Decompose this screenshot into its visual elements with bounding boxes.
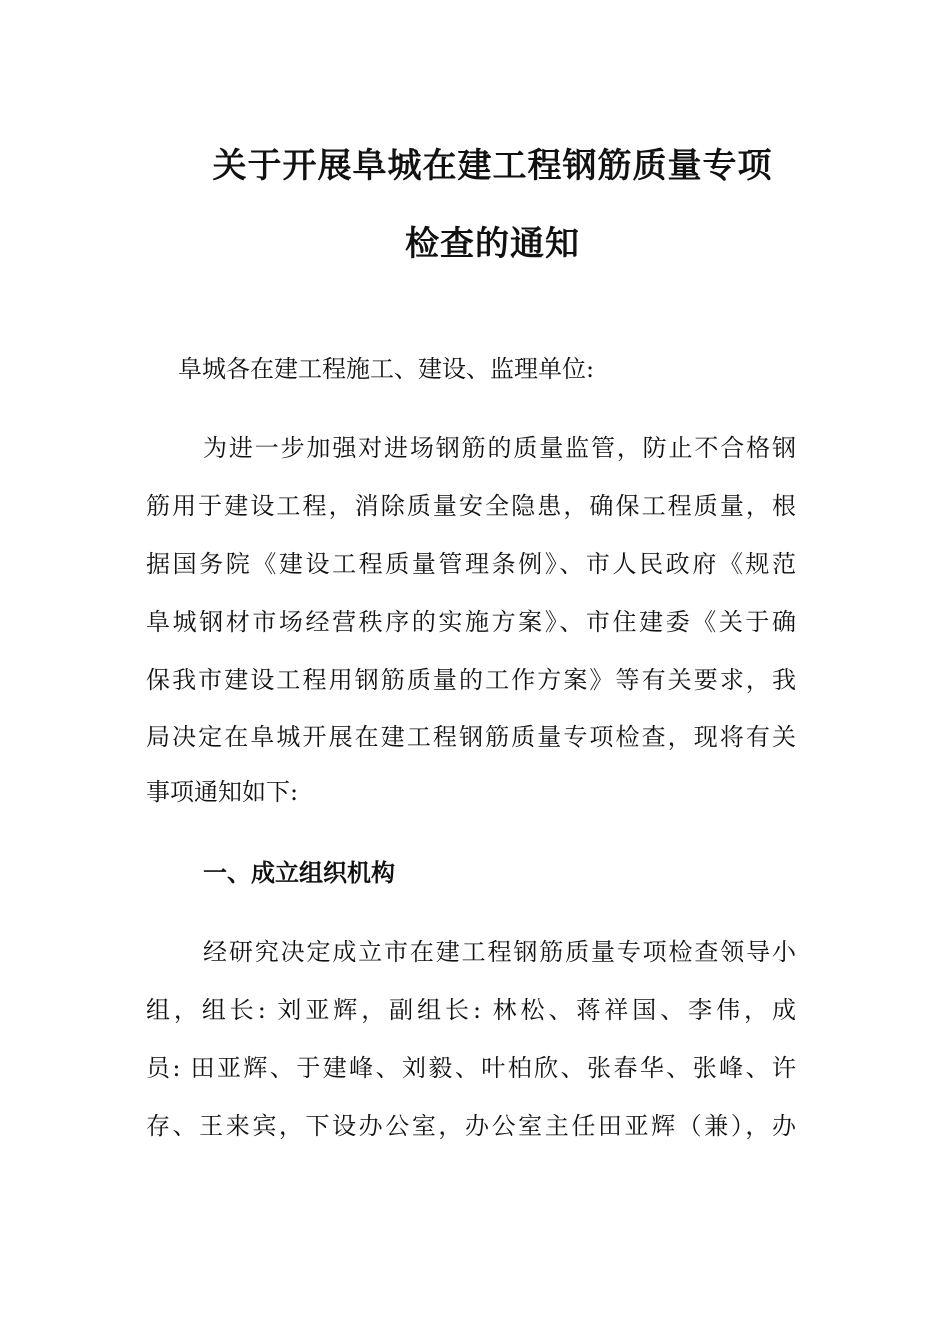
- paragraph-1-line: 阜城钢材市场经营秩序的实施方案》、市住建委《关于确: [146, 608, 796, 636]
- paragraph-1-line: 保我市建设工程用钢筋质量的工作方案》等有关要求，我: [146, 666, 796, 694]
- document-title-line-2: 检查的通知: [405, 224, 580, 264]
- section-1-heading: 一、成立组织机构: [203, 859, 395, 887]
- paragraph-2-line: 经研究决定成立市在建工程钢筋质量专项检查领导小: [203, 938, 796, 966]
- addressee: 阜城各在建工程施工、建设、监理单位:: [178, 355, 595, 383]
- paragraph-1-line: 筋用于建设工程，消除质量安全隐患，确保工程质量，根: [146, 492, 796, 520]
- document-title-line-1: 关于开展阜城在建工程钢筋质量专项: [212, 146, 773, 186]
- paragraph-2-line: 存、王来宾，下设办公室，办公室主任田亚辉（兼），办: [146, 1112, 796, 1140]
- paragraph-1-line: 据国务院《建设工程质量管理条例》、市人民政府《规范: [146, 550, 796, 578]
- paragraph-1-line: 为进一步加强对进场钢筋的质量监管，防止不合格钢: [203, 434, 796, 462]
- paragraph-1-line: 事项通知如下:: [146, 778, 299, 806]
- paragraph-2-line: 组，组长: 刘亚辉，副组长: 林松、蒋祥国、李伟，成: [146, 996, 796, 1024]
- paragraph-1-line: 局决定在阜城开展在建工程钢筋质量专项检查，现将有关: [146, 723, 796, 751]
- paragraph-2-line: 员: 田亚辉、于建峰、刘毅、叶柏欣、张春华、张峰、许: [146, 1054, 796, 1082]
